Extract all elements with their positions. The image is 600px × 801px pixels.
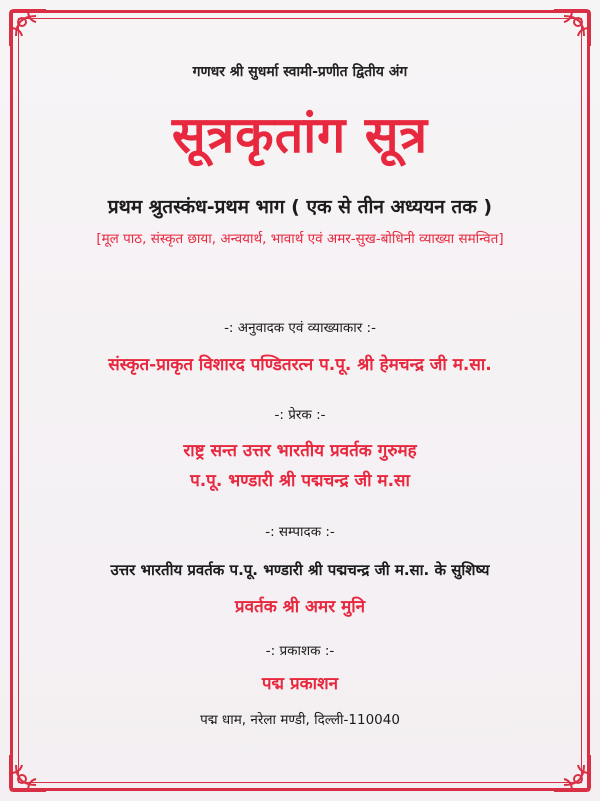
translator-label: -: अनुवादक एवं व्याख्याकार :- xyxy=(224,320,376,336)
page-content xyxy=(30,0,570,801)
inspirer-line-1: राष्ट्र सन्त उत्तर भारतीय प्रवर्तक गुरुमह xyxy=(183,441,417,461)
contents-line: [मूल पाठ, संस्कृत छाया, अन्वयार्थ, भावार्थ एवं अमर-सुख-बोधिनी व्याख्या समन्वित] xyxy=(96,231,504,247)
inspirer-label: -: प्रेरक :- xyxy=(274,407,326,423)
inspirer-line-2: प.पू. भण्डारी श्री पद्मचन्द्र जी म.सा xyxy=(190,471,410,491)
publisher-label: -: प्रकाशक :- xyxy=(265,643,335,659)
page-title: सूत्रकृतांग सूत्र xyxy=(171,106,429,164)
series-line: गणधर श्री सुधर्मा स्वामी-प्रणीत द्वितीय अंग xyxy=(192,64,408,80)
editor-label: -: सम्पादक :- xyxy=(265,524,335,540)
part-line: प्रथम श्रुतस्कंध-प्रथम भाग ( एक से तीन अध्ययन तक ) xyxy=(107,196,493,218)
publisher-name: पद्म प्रकाशन xyxy=(261,674,339,694)
publisher-address: पद्म धाम, नरेला मण्डी, दिल्ली-110040 xyxy=(200,712,400,728)
translator-name: संस्कृत-प्राकृत विशारद पण्डितरत्न प.पू. श्री हेमचन्द्र जी म.सा. xyxy=(108,355,492,375)
editor-name: प्रवर्तक श्री अमर मुनि xyxy=(234,597,366,617)
editor-line-1: उत्तर भारतीय प्रवर्तक प.पू. भण्डारी श्री पद्मचन्द्र जी म.सा. के सुशिष्य xyxy=(110,561,490,579)
